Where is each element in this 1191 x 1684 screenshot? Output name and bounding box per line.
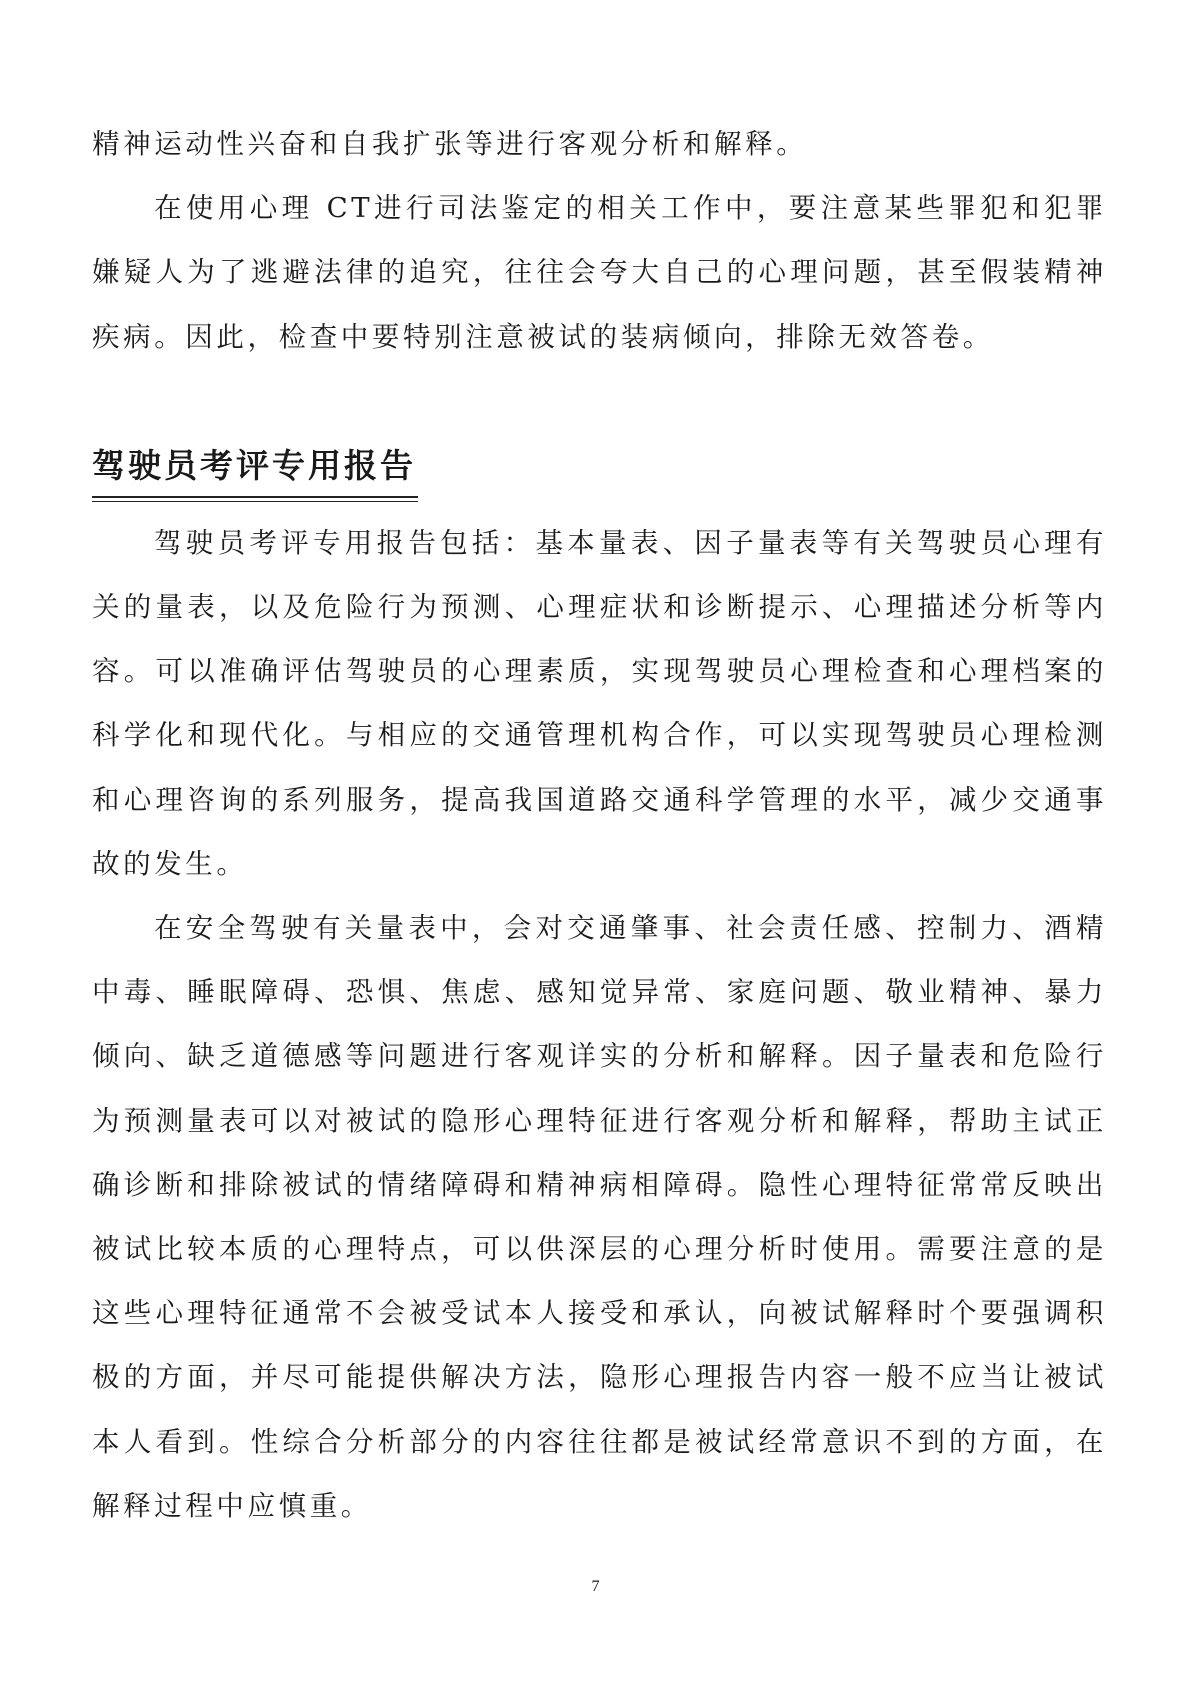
forensic-paragraph: 在使用心理 CT进行司法鉴定的相关工作中，要注意某些罪犯和犯罪嫌疑人为了逃避法律的追究，往往会夸大自己的心理问题，甚至假装精神疾病。因此，检查中要特别注意被试的装病倾向，排除无效答卷。 xyxy=(92,192,1107,353)
section-title xyxy=(92,444,416,502)
page-number: 7 xyxy=(591,1578,600,1595)
title-double-underline xyxy=(92,496,418,502)
section-header xyxy=(92,369,1107,511)
continued-paragraph: 精神运动性兴奋和自我扩张等进行客观分析和解释。 xyxy=(92,128,808,160)
page-content xyxy=(92,112,1107,1538)
safe-driving-paragraph: 在安全驾驶有关量表中，会对交通肇事、社会责任感、控制力、酒精中毒、睡眠障碍、恐惧、焦虑、感知觉异常、家庭问题、敬业精神、暴力倾向、缺乏道德感等问题进行客观详实的分析和解释。因子量表和危险行为预测量表可以对被试的隐形心理特征进行客观分析和解释，帮助主试正确诊断和排除被试的情绪障碍和精神病相障碍。隐性心理特征常常反映出被试比较本质的心理特点，可以供深层的心理分析时使用。需要注意的是这些心理特征通常不会被受试本人接受和承认，向被试解释时个要强调积极的方面，并尽可能提供解决方法，隐形心理报告内容一般不应当让被试本人看到。性综合分析部分的内容往往都是被试经常意识不到的方面，在解释过程中应慎重。 xyxy=(92,912,1107,1522)
section-title-text: 驾驶员考评专用报告 xyxy=(92,445,416,485)
driver-report-paragraph: 驾驶员考评专用报告包括：基本量表、因子量表等有关驾驶员心理有关的量表，以及危险行为预测、心理症状和诊断提示、心理描述分析等内容。可以准确评估驾驶员的心理素质，实现驾驶员心理检查和心理档案的科学化和现代化。与相应的交通管理机构合作，可以实现驾驶员心理检测和心理咨询的系列服务，提高我国道路交通科学管理的水平，减少交通事故的发生。 xyxy=(92,526,1107,880)
